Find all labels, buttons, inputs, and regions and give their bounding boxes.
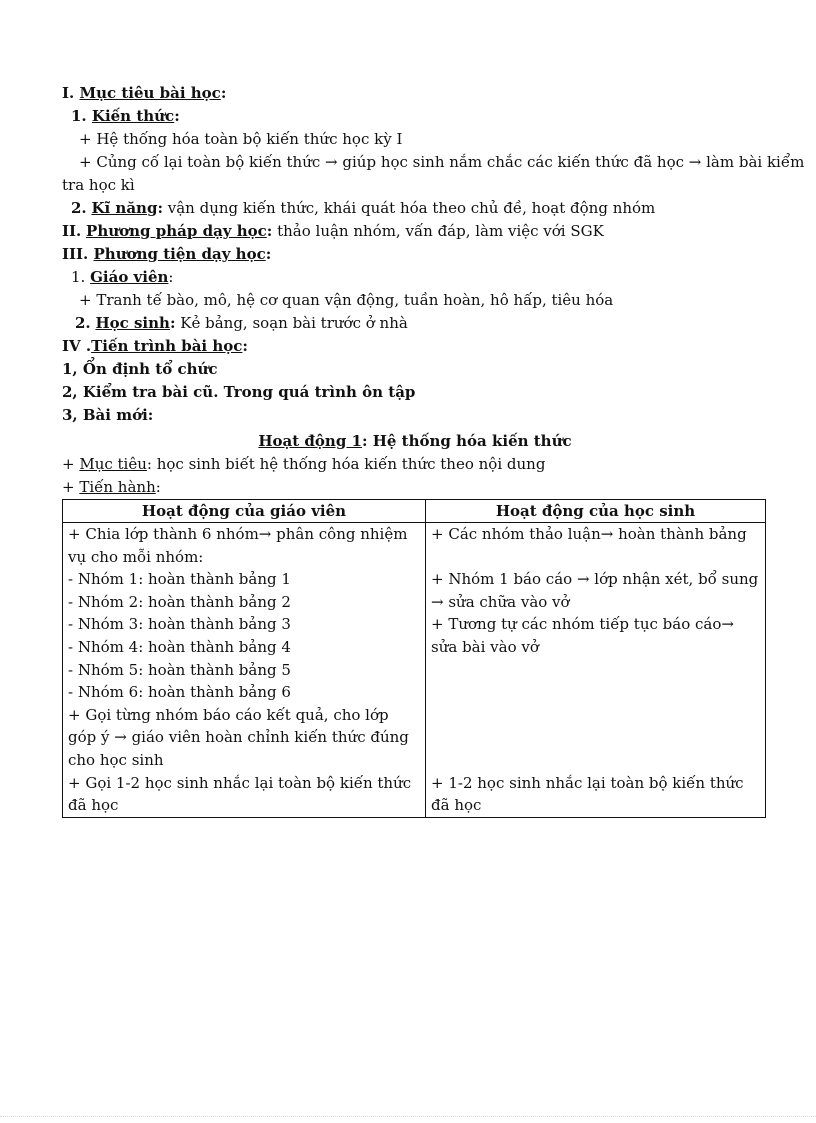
teacher-activity-line: + Gọi 1-2 học sinh nhắc lại toàn bộ kiến thức đã học <box>68 773 412 815</box>
goal-text: học sinh biết hệ thống hóa kiến thức theo nội dung <box>151 455 546 473</box>
knowledge-item-2-continued: tra học kì <box>62 176 135 194</box>
section-number: II. <box>62 222 82 240</box>
lesson-plan-page <box>62 82 805 818</box>
teacher-activities-cell <box>63 523 426 818</box>
activity-steps-label: + Tiến hành: <box>62 478 161 496</box>
teacher-activity-line: + Chia lớp thành 6 nhóm→ phân công nhiệm vụ cho mỗi nhóm: <box>68 525 408 566</box>
student-activity-line: + Tương tự các nhóm tiếp tục báo cáo→ sửa bài vào vở <box>431 615 734 656</box>
steps-label: Tiến hành <box>79 478 156 496</box>
teacher-activity-line: - Nhóm 4: hoàn thành bảng 4 <box>68 637 291 656</box>
subsection-title: Học sinh <box>95 314 170 332</box>
subsection-title: Kiến thức <box>91 107 175 125</box>
subsection-number: 1. <box>71 268 86 286</box>
teacher-activity-line: - Nhóm 5: hoàn thành bảng 5 <box>68 660 291 679</box>
section-objectives-heading: I. Mục tiêu bài học: <box>62 84 227 102</box>
teacher-activity-line: - Nhóm 3: hoàn thành bảng 3 <box>68 615 291 634</box>
subsection-title: Kĩ năng <box>91 199 158 217</box>
teacher-activity-line: - Nhóm 2: hoàn thành bảng 2 <box>68 592 291 611</box>
process-heading: IV .Tiến trình bài học: <box>62 337 248 355</box>
student-means-line: 2. Học sinh: Kẻ bảng, soạn bài trước ở nhà <box>75 314 408 332</box>
knowledge-heading: 1. Kiến thức: <box>71 107 180 125</box>
student-activity-line: + 1-2 học sinh nhắc lại toàn bộ kiến thức đã học <box>431 773 744 815</box>
knowledge-item-1: + Hệ thống hóa toàn bộ kiến thức học kỳ I <box>79 130 403 148</box>
knowledge-item-2: + Củng cố lại toàn bộ kiến thức → giúp học sinh nắm chắc các kiến thức đã học → làm bài kiểm <box>79 153 805 171</box>
methods-line: II. Phương pháp dạy học: thảo luận nhóm, vấn đáp, làm việc với SGK <box>62 222 604 240</box>
activity-title: Hoạt động 1: Hệ thống hóa kiến thức <box>258 432 572 450</box>
activity-goal: + Mục tiêu: học sinh biết hệ thống hóa kiến thức theo nội dung <box>62 455 546 473</box>
student-activities-cell <box>426 523 766 818</box>
process-step-3: 3, Bài mới: <box>62 406 154 424</box>
teacher-means-item: + Tranh tế bào, mô, hệ cơ quan vận động, tuần hoàn, hô hấp, tiêu hóa <box>79 291 614 309</box>
section-number: I. <box>62 84 75 102</box>
teacher-activity-line: - Nhóm 6: hoàn thành bảng 6 <box>68 683 291 702</box>
subsection-number: 2. <box>71 199 87 217</box>
skills-line: 2. Kĩ năng: vận dụng kiến thức, khái quát hóa theo chủ đề, hoạt động nhóm <box>71 199 656 217</box>
section-title: Phương pháp dạy học <box>86 222 267 240</box>
section-title: Phương tiện dạy học <box>93 245 266 263</box>
subsection-number: 1. <box>71 107 87 125</box>
student-activity-line: + Nhóm 1 báo cáo → lớp nhận xét, bổ sung → sửa chữa vào vở <box>431 570 759 611</box>
activity-name: Hệ thống hóa kiến thức <box>367 432 572 450</box>
student-means-text: Kẻ bảng, soạn bài trước ở nhà <box>175 314 408 332</box>
page-bottom-border <box>0 1116 816 1118</box>
methods-text: thảo luận nhóm, vấn đáp, làm việc với SGK <box>272 222 604 240</box>
table-header-teacher: Hoạt động của giáo viên <box>63 500 426 523</box>
section-title: Tiến trình bài học <box>91 337 243 355</box>
process-step-2: 2, Kiểm tra bài cũ. Trong quá trình ôn tập <box>62 383 416 401</box>
means-heading: III. Phương tiện dạy học: <box>62 245 272 263</box>
section-title: Mục tiêu bài học <box>79 84 221 102</box>
section-number: IV . <box>62 337 92 355</box>
table-row <box>63 523 766 818</box>
student-activity-line: + Các nhóm thảo luận→ hoàn thành bảng <box>431 525 747 543</box>
table-header-student: Hoạt động của học sinh <box>426 500 766 523</box>
goal-label: Mục tiêu <box>79 455 147 473</box>
activity-table <box>62 499 766 818</box>
process-step-1: 1, Ổn định tổ chức <box>62 360 218 378</box>
teacher-means-heading: 1. Giáo viên: <box>71 268 174 286</box>
subsection-number: 2. <box>75 314 91 332</box>
teacher-activity-line: - Nhóm 1: hoàn thành bảng 1 <box>68 570 291 589</box>
subsection-title: Giáo viên <box>90 268 169 286</box>
table-header-row <box>63 500 766 523</box>
teacher-activity-line: + Gọi từng nhóm báo cáo kết quả, cho lớp góp ý → giáo viên hoàn chỉnh kiến thức đúng cho học sinh <box>68 705 409 769</box>
activity-label: Hoạt động 1 <box>258 432 362 450</box>
skills-text: vận dụng kiến thức, khái quát hóa theo chủ đề, hoạt động nhóm <box>162 199 656 217</box>
section-number: III. <box>62 245 89 263</box>
